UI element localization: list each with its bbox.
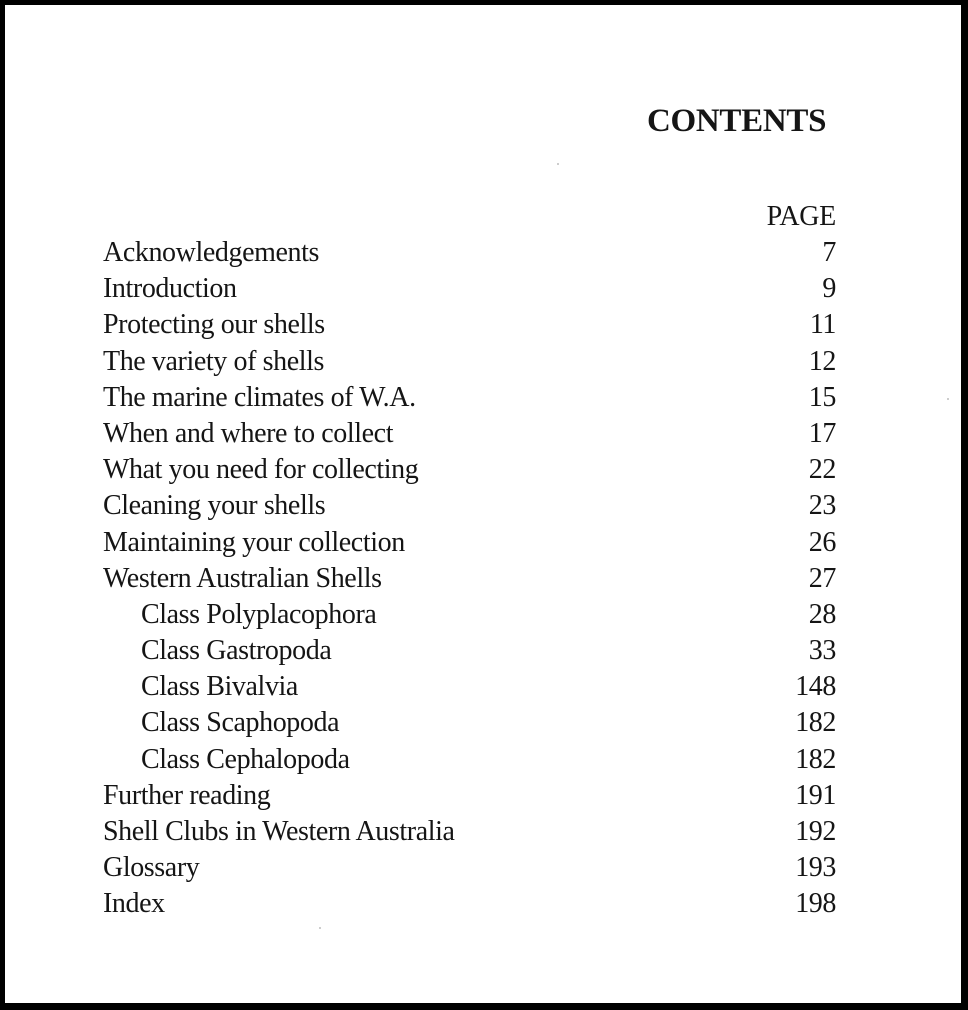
toc-entry-title: Introduction: [103, 273, 237, 305]
toc-entry-page-number: 17: [808, 417, 836, 449]
toc-entry-page-number: 192: [795, 816, 836, 847]
toc-entry-title: Further reading: [103, 779, 271, 811]
toc-entry-page-number: 12: [808, 345, 836, 377]
toc-entry-page-number: 182: [795, 743, 836, 775]
toc-entry: [103, 271, 836, 307]
page-column-header: PAGE: [766, 201, 836, 232]
toc-entry: [103, 669, 836, 705]
toc-entry: [103, 416, 836, 452]
toc-entry-title: Class Gastropoda: [141, 635, 332, 667]
toc-entry: [103, 814, 836, 850]
toc-entry-title: Protecting our shells: [103, 309, 325, 341]
toc-entry: [103, 886, 836, 922]
toc-entry-page-number: 27: [808, 562, 836, 594]
toc-entry-title: Class Polyplacophora: [141, 598, 377, 630]
toc-entry-page-number: 33: [808, 635, 836, 667]
scan-speck: [319, 927, 321, 929]
toc-entry-page-number: 11: [809, 309, 836, 341]
toc-entry-page-number: 23: [808, 490, 836, 522]
toc-entry-page-number: 193: [795, 852, 836, 884]
scan-speck: [557, 163, 559, 165]
toc-entry-title: The variety of shells: [103, 345, 324, 377]
toc-entry-title: Class Cephalopoda: [141, 743, 350, 775]
toc-entry: [103, 452, 836, 488]
table-of-contents: [103, 235, 836, 923]
toc-entry-title: Maintaining your collection: [103, 526, 405, 558]
toc-entry-title: When and where to collect: [103, 417, 394, 449]
contents-title: CONTENTS: [647, 103, 827, 139]
toc-entry-title: Glossary: [103, 852, 200, 884]
scan-speck: [947, 398, 949, 400]
toc-entry-page-number: 26: [808, 526, 836, 558]
toc-entry-title: What you need for collecting: [103, 454, 419, 486]
toc-entry-page-number: 182: [795, 707, 836, 739]
toc-entry-title: Index: [103, 888, 165, 920]
toc-entry: [103, 633, 836, 669]
toc-entry-page-number: 191: [795, 779, 836, 811]
toc-entry: [103, 488, 836, 524]
toc-entry-page-number: 9: [822, 273, 836, 305]
toc-entry: [103, 380, 836, 416]
toc-entry-page-number: 7: [822, 237, 836, 268]
toc-entry: [103, 597, 836, 633]
toc-entry-title: Class Scaphopoda: [141, 707, 340, 739]
toc-entry-page-number: 22: [808, 454, 836, 486]
toc-entry: [103, 778, 836, 814]
toc-entry: [103, 344, 836, 380]
toc-entry-title: Shell Clubs in Western Australia: [103, 816, 455, 847]
toc-entry: [103, 742, 836, 778]
toc-entry-title: The marine climates of W.A.: [103, 381, 416, 413]
toc-entry: [103, 850, 836, 886]
toc-entry: [103, 235, 836, 271]
toc-entry-page-number: 198: [795, 888, 836, 920]
toc-entry: [103, 561, 836, 597]
toc-entry-title: Cleaning your shells: [103, 490, 326, 522]
toc-entry-title: Acknowledgements: [103, 237, 319, 268]
toc-entry-page-number: 15: [808, 381, 836, 413]
contents-page: [5, 5, 961, 1003]
toc-entry-title: Class Bivalvia: [141, 671, 298, 703]
toc-entry: [103, 705, 836, 741]
toc-entry-title: Western Australian Shells: [103, 562, 382, 594]
toc-entry-page-number: 148: [795, 671, 836, 703]
toc-entry: [103, 307, 836, 343]
toc-entry: [103, 525, 836, 561]
toc-entry-page-number: 28: [808, 598, 836, 630]
